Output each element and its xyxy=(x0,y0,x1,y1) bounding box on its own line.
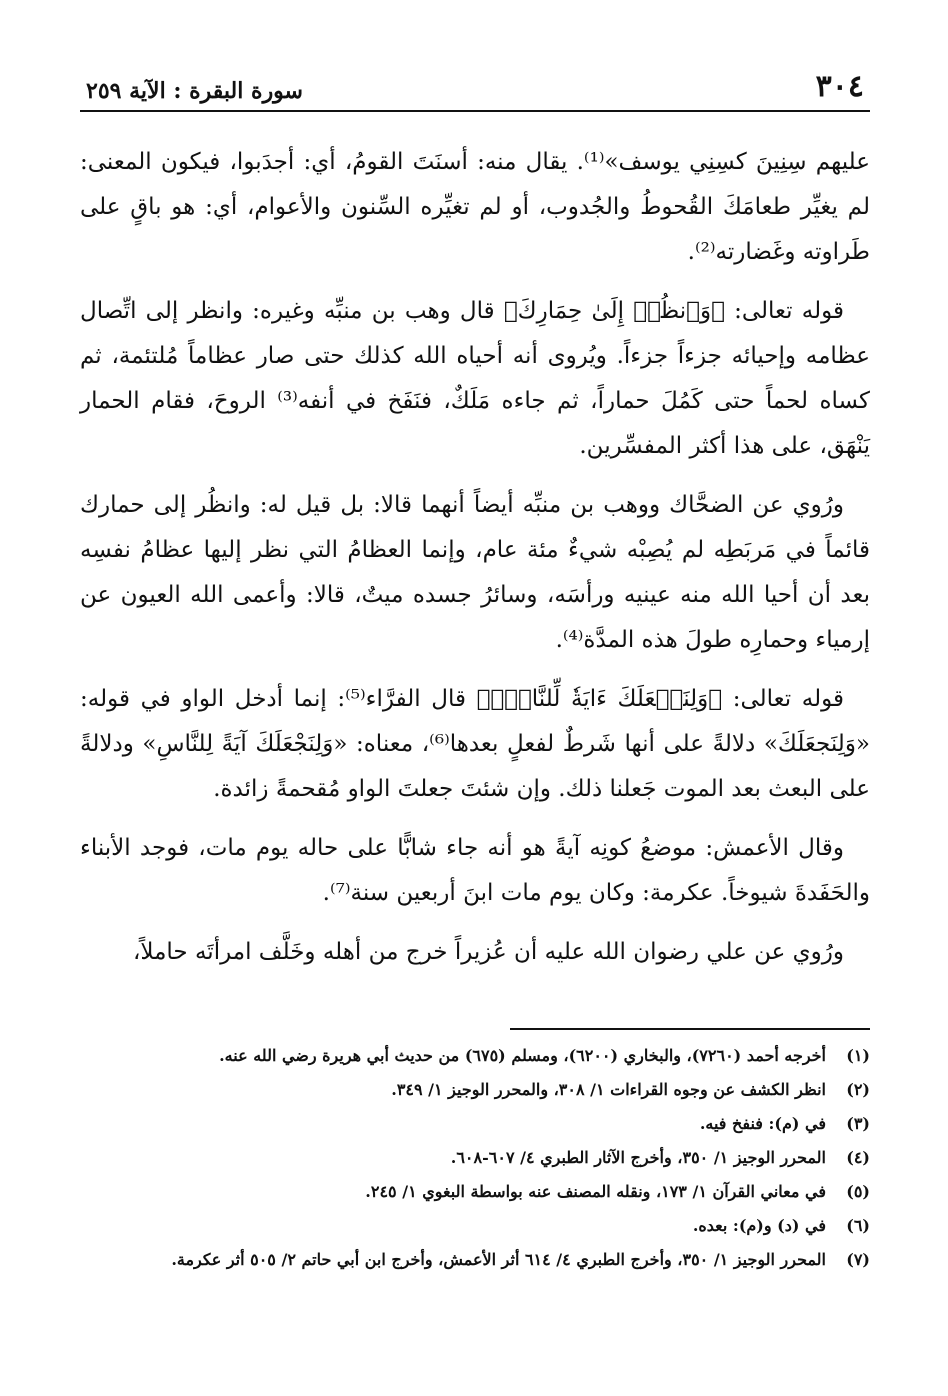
footnote-number: (٥) xyxy=(846,1182,870,1201)
book-page xyxy=(80,60,870,1360)
footnote-number: (٢) xyxy=(846,1080,870,1099)
footnote-number: (١) xyxy=(846,1046,870,1065)
footnotes xyxy=(80,1042,870,1280)
footnote-text: في معاني القرآن ١/ ١٧٣، ونقله المصنف عنه بواسطة البغوي ١/ ٢٤٥. xyxy=(365,1182,826,1201)
paragraph: ورُوي عن الضحَّاك ووهب بن منبِّه أيضاً أنهما قالا: بل قيل له: وانظُر إلى حمارك قائماً في مَربَطِه لم يُصِبْه شيءٌ مئة عام، وإنما العظامُ التي نظر إليها عظامُ نفسِه بعد أن أحيا الله منه عينيه ورأسَه، وسائرُ جسده ميتٌ، قالا: وأعمى الله العيون عن إرمياء وحمارِه طولَ هذه المدَّة⁽⁴⁾. xyxy=(80,492,870,653)
footnote xyxy=(80,1144,870,1172)
paragraph: قوله تعالى: ﴿وَلِنَجۡعَلَكَ ءَايَةٗ لِّلنَّاسِۖ﴾ قال الفرَّاء⁽⁵⁾: إنما أدخل الواو في قوله: «وَلِنَجعَلَكَ» دلالةً على أنها شَرطٌ لفعلٍ بعدها⁽⁶⁾، معناه: «وَلِنَجْعَلَكَ آيَةً لِلنَّاسِ» ودلالةً على البعث بعد الموت جَعلنا ذلك. وإن شئتَ جعلتَ الواو مُقحمةً زائدة. xyxy=(80,686,870,802)
footnote xyxy=(80,1076,870,1104)
paragraph: وقال الأعمش: موضعُ كونِه آيةً هو أنه جاء شابًّا على حاله يوم مات، فوجد الأبناء والحَفَدةَ شيوخاً. عكرمة: وكان يوم مات ابنَ أربعين سنة⁽⁷⁾. xyxy=(80,835,870,906)
footnote-divider xyxy=(510,1028,870,1030)
footnote xyxy=(80,1178,870,1206)
footnote-text: المحرر الوجيز ١/ ٣٥٠، وأخرج الآثار الطبري ٤/ ٦٠٧-٦٠٨. xyxy=(450,1148,826,1167)
footnote-number: (٣) xyxy=(846,1114,870,1133)
page-number: ٣٠٤ xyxy=(815,69,864,104)
section-title: سورة البقرة : الآية ٢٥٩ xyxy=(86,78,303,104)
footnote-text: في (د) و(م): بعده. xyxy=(692,1216,826,1235)
main-text xyxy=(80,140,870,975)
footnote xyxy=(80,1110,870,1138)
paragraph: عليهم سِنِينَ كسِنِي يوسف»⁽¹⁾. يقال منه: أسنَتَ القومُ، أي: أجدَبوا، فيكون المعنى: لم يغيِّر طعامَكَ القُحوطُ والجُدوب، أو لم تغيِّره السِّنون والأعوام، أي: هو باقٍ على طَراوته وغَضارته⁽²⁾. xyxy=(80,149,870,265)
footnote-text: انظر الكشف عن وجوه القراءات ١/ ٣٠٨، والمحرر الوجيز ١/ ٣٤٩. xyxy=(391,1080,826,1099)
footnote-number: (٤) xyxy=(846,1148,870,1167)
footnote-text: المحرر الوجيز ١/ ٣٥٠، وأخرج الطبري ٤/ ٦١٤ أثر الأعمش، وأخرج ابن أبي حاتم ٢/ ٥٠٥ أثر عكرمة. xyxy=(171,1250,826,1269)
footnote-text: في (م): فنفخ فيه. xyxy=(699,1114,826,1133)
footnote xyxy=(80,1042,870,1070)
footnote-number: (٧) xyxy=(846,1250,870,1269)
footnote xyxy=(80,1246,870,1274)
paragraph: قوله تعالى: ﴿وَٱنظُرۡ إِلَىٰ حِمَارِكَ﴾ قال وهب بن منبِّه وغيره: وانظر إلى اتِّصال عظامه وإحيائه جزءاً جزءاً. ويُروى أنه أحياه الله كذلك حتى صار عظاماً مُلتئمة، ثم كساه لحماً حتى كَمُلَ حماراً، ثم جاءه مَلَكٌ، فنَفَخ في أنفه⁽³⁾ الروحَ، فقام الحمار يَنْهَق، على هذا أكثر المفسِّرين. xyxy=(80,298,870,459)
footnote-number: (٦) xyxy=(846,1216,870,1235)
footnote xyxy=(80,1212,870,1240)
footnote-text: أخرجه أحمد (٧٢٦٠)، والبخاري (٦٢٠٠)، ومسلم (٦٧٥) من حديث أبي هريرة رضي الله عنه. xyxy=(219,1046,826,1065)
running-header xyxy=(80,60,870,112)
paragraph: ورُوي عن علي رضوان الله عليه أن عُزيراً خرج من أهله وخَلَّف امرأتَه حاملاً، xyxy=(132,939,844,965)
